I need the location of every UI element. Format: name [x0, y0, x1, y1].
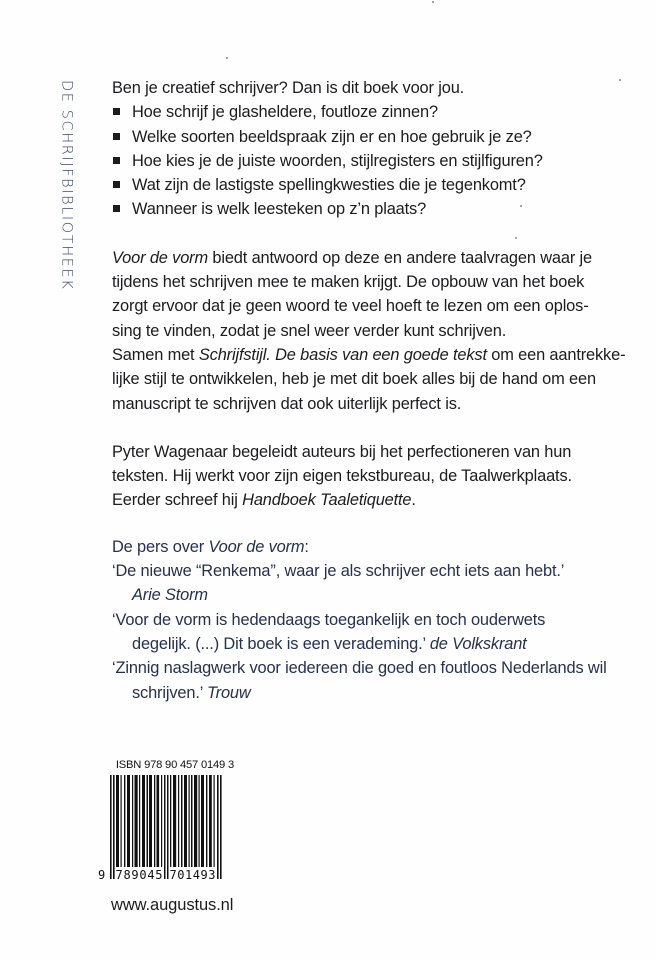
- scan-speck: [520, 205, 522, 207]
- quote-text-continued: [112, 681, 632, 705]
- bio-text: .: [411, 491, 416, 510]
- scan-speck: [515, 237, 517, 239]
- description-line: [112, 343, 632, 367]
- description-paragraph: [112, 246, 632, 416]
- scan-speck: [432, 1, 434, 3]
- quote-source-line: [112, 583, 632, 607]
- quote-text: schrijven.’: [132, 683, 208, 702]
- quote-text: ‘De nieuwe “Renkema”, waar je als schrijver echt iets aan hebt.’: [112, 562, 565, 581]
- description-line: [112, 246, 632, 270]
- blurb-content: [112, 76, 632, 705]
- question-item: [112, 149, 632, 173]
- description-line: tijdens het schrijven mee te maken krijgt. De opbouw van het boek: [112, 273, 585, 292]
- square-bullet-icon: [113, 157, 120, 164]
- companion-book-title: Schrijfstijl. De basis van een goede tekst: [198, 345, 487, 364]
- quote-text: ‘Voor de vorm is hedendaags toegankelijk en toch ouderwets: [112, 610, 546, 629]
- quote-source: Arie Storm: [132, 586, 208, 605]
- press-heading-text: :: [304, 537, 309, 556]
- quote-text: degelijk. (...) Dit boek is een verademing.’: [132, 634, 430, 653]
- quote-source: Trouw: [207, 683, 251, 702]
- question-text: Wanneer is welk leesteken op z’n plaats?: [132, 200, 427, 219]
- description-text: biedt antwoord op deze en andere taalvragen waar je: [207, 248, 593, 267]
- quote-text-continued: [112, 632, 632, 656]
- bio-line: [112, 488, 632, 512]
- scan-speck: [619, 79, 621, 81]
- quote-text: ‘Zinnig naslagwerk voor iedereen die goed en foutloos Nederlands wil: [112, 659, 607, 678]
- description-text: om een aantrekke-: [486, 345, 626, 364]
- isbn-block: [98, 759, 238, 882]
- question-list: [112, 100, 632, 221]
- series-title: DE SCHRIJFBIBLIOTHEEK: [58, 80, 75, 291]
- author-bio: [112, 440, 632, 513]
- description-line: manuscript te schrijven dat ook uiterlijk perfect is.: [112, 394, 462, 413]
- press-quote: [112, 559, 632, 608]
- press-quote: [112, 656, 632, 705]
- quote-source: de Volkskrant: [429, 634, 527, 653]
- square-bullet-icon: [113, 205, 120, 212]
- square-bullet-icon: [113, 108, 120, 115]
- barcode-digit-first: 9: [98, 868, 106, 882]
- question-text: Hoe schrijf je glasheldere, foutloze zinnen?: [132, 103, 438, 122]
- bio-line: teksten. Hij werkt voor zijn eigen tekstbureau, de Taalwerkplaats.: [112, 467, 572, 486]
- description-line: zorgt ervoor dat je geen woord te veel hoeft te lezen om een oplos-: [112, 297, 589, 316]
- press-quote: [112, 608, 632, 657]
- barcode: [98, 775, 238, 882]
- barcode-icon: [98, 775, 238, 883]
- square-bullet-icon: [113, 181, 120, 188]
- question-item: [112, 100, 632, 124]
- spacer: [112, 416, 632, 440]
- publisher-url: www.augustus.nl: [111, 896, 234, 914]
- square-bullet-icon: [113, 133, 120, 140]
- intro-line: Ben je creatief schrijver? Dan is dit boek voor jou.: [112, 79, 465, 97]
- scan-speck: [226, 57, 228, 59]
- spacer: [112, 513, 632, 535]
- isbn-label: ISBN 978 90 457 0149 3: [115, 759, 234, 771]
- question-text: Wat zijn de lastigste spellingkwesties die je tegenkomt?: [132, 176, 526, 195]
- question-item: [112, 125, 632, 149]
- question-text: Welke soorten beeldspraak zijn er en hoe gebruik je ze?: [132, 127, 532, 146]
- bio-text: Eerder schreef hij: [112, 491, 243, 510]
- bio-line: Pyter Wagenaar begeleidt auteurs bij het perfectioneren van hun: [112, 442, 572, 461]
- press-heading-text: De pers over: [112, 537, 209, 556]
- description-text: Samen met: [112, 345, 199, 364]
- question-item: [112, 197, 632, 221]
- book-title: Voor de vorm: [112, 248, 208, 267]
- question-item: [112, 173, 632, 197]
- description-line: sing te vinden, zodat je snel weer verder kunt schrijven.: [112, 321, 507, 340]
- press-heading: [112, 535, 632, 559]
- description-line: lijke stijl te ontwikkelen, heb je met dit boek alles bij de hand om een: [112, 370, 596, 389]
- question-text: Hoe kies je de juiste woorden, stijlregisters en stijlfiguren?: [132, 151, 543, 170]
- previous-book-title: Handboek Taaletiquette: [242, 491, 412, 510]
- barcode-digits-right: 701493: [169, 868, 216, 882]
- spacer: [112, 222, 632, 246]
- press-quotes: [112, 535, 632, 705]
- book-title: Voor de vorm: [208, 537, 305, 556]
- barcode-digits-left: 789045: [115, 868, 163, 882]
